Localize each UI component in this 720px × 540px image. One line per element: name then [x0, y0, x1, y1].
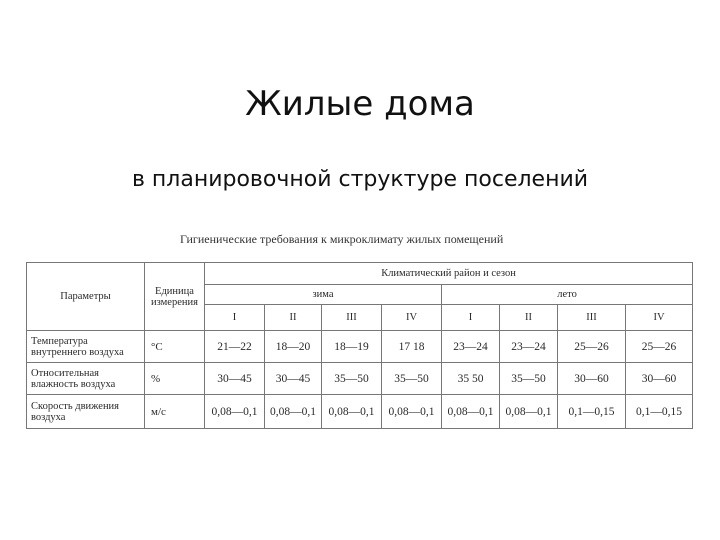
cell-value: 0,1—0,15 — [558, 395, 626, 429]
zone-summer-1: I — [442, 305, 500, 331]
cell-value: 30—60 — [626, 363, 693, 395]
cell-value: 35—50 — [382, 363, 442, 395]
cell-value: 30—60 — [558, 363, 626, 395]
cell-value: 0,08—0,1 — [382, 395, 442, 429]
zone-summer-4: IV — [626, 305, 693, 331]
table-row — [27, 363, 693, 395]
header-unit: Единица измерения — [145, 263, 205, 331]
zone-summer-3: III — [558, 305, 626, 331]
cell-value: 23—24 — [442, 331, 500, 363]
cell-value: 0,08—0,1 — [442, 395, 500, 429]
microclimate-table — [26, 262, 693, 429]
cell-value: 35 50 — [442, 363, 500, 395]
header-summer: лето — [442, 285, 693, 305]
cell-value: 30—45 — [205, 363, 265, 395]
slide-title: Жилые дома — [245, 84, 475, 124]
slide-subtitle: в планировочной структуре поселений — [131, 167, 589, 192]
table-row — [27, 331, 693, 363]
cell-value: 21—22 — [205, 331, 265, 363]
row-unit: % — [145, 363, 205, 395]
cell-value: 35—50 — [500, 363, 558, 395]
cell-value: 30—45 — [265, 363, 322, 395]
cell-value: 23—24 — [500, 331, 558, 363]
cell-value: 0,08—0,1 — [205, 395, 265, 429]
row-unit: °С — [145, 331, 205, 363]
microclimate-table-image — [26, 262, 692, 428]
cell-value: 25—26 — [558, 331, 626, 363]
cell-value: 0,08—0,1 — [500, 395, 558, 429]
cell-value: 35—50 — [322, 363, 382, 395]
row-param: Скорость движения воздуха — [27, 395, 145, 429]
zone-winter-1: I — [205, 305, 265, 331]
row-param: Температура внутреннего воздуха — [27, 331, 145, 363]
table-row — [27, 395, 693, 429]
zone-winter-3: III — [322, 305, 382, 331]
header-winter: зима — [205, 285, 442, 305]
cell-value: 0,1—0,15 — [626, 395, 693, 429]
header-parameters: Параметры — [27, 263, 145, 331]
cell-value: 0,08—0,1 — [322, 395, 382, 429]
zone-winter-4: IV — [382, 305, 442, 331]
cell-value: 18—20 — [265, 331, 322, 363]
zone-summer-2: II — [500, 305, 558, 331]
cell-value: 0,08—0,1 — [265, 395, 322, 429]
row-param: Относительная влажность воздуха — [27, 363, 145, 395]
header-climate-region: Климатический район и сезон — [205, 263, 693, 285]
cell-value: 17 18 — [382, 331, 442, 363]
cell-value: 18—19 — [322, 331, 382, 363]
cell-value: 25—26 — [626, 331, 693, 363]
zone-winter-2: II — [265, 305, 322, 331]
row-unit: м/с — [145, 395, 205, 429]
table-caption: Гигиенические требования к микроклимату жилых помещений — [180, 232, 504, 246]
